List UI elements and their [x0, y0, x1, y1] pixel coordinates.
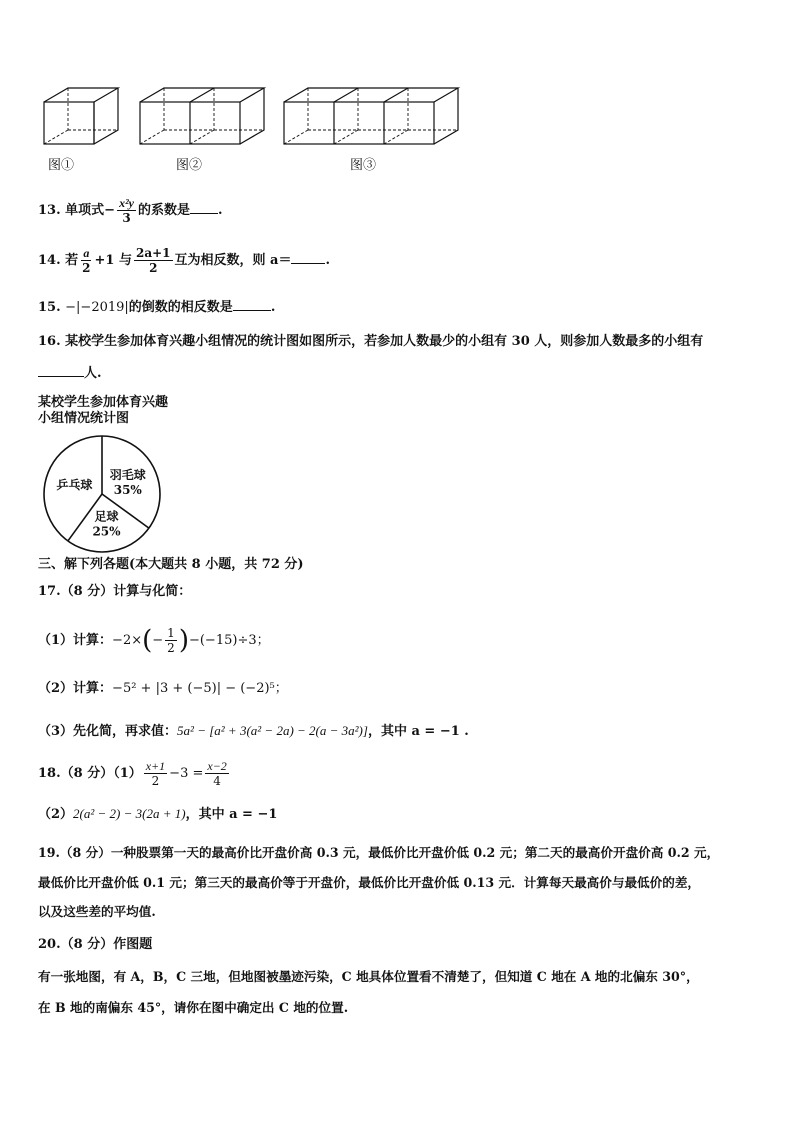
question-18: 18.（8 分）（1） $\frac{x+1}{2}$ −3 = $\frac{x-2}{4}$	[38, 759, 227, 788]
question-17-head: 17.（8 分）计算与化简：	[38, 584, 192, 599]
figure-3-caption: 图③	[350, 158, 377, 173]
figure-1-cubes	[40, 84, 126, 148]
figure-1-caption: 图①	[48, 158, 75, 173]
answer-blank[interactable]	[190, 213, 218, 214]
question-17-part-1: （1）计算：−2×(− $\frac{1}{2}$ )−(−15)÷3；	[38, 625, 270, 656]
question-19-line-3: 以及这些差的平均值.	[38, 904, 156, 919]
question-17-part-3: （3）先化简，再求值：5a² − [a² + 3(a² − 2a) − 2(a − 3a²)]，其中 a = −1 .	[38, 723, 469, 739]
section-3-heading: 三、解下列各题(本大题共 8 小题，共 72 分)	[38, 557, 304, 572]
question-20-line-2: 在 B 地的南偏东 45°，请你在图中确定出 C 地的位置.	[38, 1000, 349, 1015]
pie-slice-value-label: 35%	[113, 482, 142, 497]
answer-blank[interactable]	[233, 310, 271, 311]
answer-blank[interactable]	[291, 263, 325, 264]
pie-slice-label: 羽毛球	[109, 467, 146, 482]
figure-3-cubes	[280, 84, 464, 148]
chart-title: 某校学生参加体育兴趣 小组情况统计图	[38, 395, 169, 426]
question-14: 14. 若 $\frac{a}{2}$ +1 与 $\frac{2a+1}{2}$ 互为相反数，则 a＝ .	[38, 246, 331, 275]
question-13: 13. 单项式− $\frac{\text{x²y}}{3}$ 的系数是 .	[38, 196, 223, 225]
pie-slice-value-label: 25%	[92, 524, 121, 539]
question-17-part-2: （2）计算：−5² + |3 + (−5)| − (−2)⁵；	[38, 681, 288, 696]
question-19-line-1: 19.（8 分）一种股票第一天的最高价比开盘价高 0.3 元，最低价比开盘价低 0.2 元；第二天的最高价开盘价高 0.2 元，	[38, 845, 720, 860]
question-16: 16. 某校学生参加体育兴趣小组情况的统计图如图所示，若参加人数最少的小组有 30 人，则参加人数最多的小组有	[38, 334, 704, 349]
pie-slice-label: 乒乓球	[56, 478, 93, 492]
question-18-part-2: （2）2(a² − 2) − 3(2a + 1)，其中 a = −1	[38, 806, 278, 822]
pie-slice-label: 足球	[94, 509, 119, 524]
answer-blank[interactable]	[38, 376, 84, 377]
question-20-line-1: 有一张地图，有 A，B，C 三地，但地图被墨迹污染，C 地具体位置看不清楚了，但知道 C 地在 A 地的北偏东 30°，	[38, 969, 699, 984]
question-19-line-2: 最低价比开盘价低 0.1 元；第三天的最高价等于开盘价，最低价比开盘价低 0.13 元．计算每天最高价与最低价的差，	[38, 875, 701, 890]
pie-chart	[40, 432, 164, 560]
figure-2-cubes	[136, 84, 270, 148]
figure-2-caption: 图②	[176, 158, 203, 173]
question-20-head: 20.（8 分）作图题	[38, 937, 153, 952]
question-16-cont: 人.	[38, 365, 102, 383]
question-15: 15. −|−2019|的倒数的相反数是 .	[38, 300, 276, 315]
